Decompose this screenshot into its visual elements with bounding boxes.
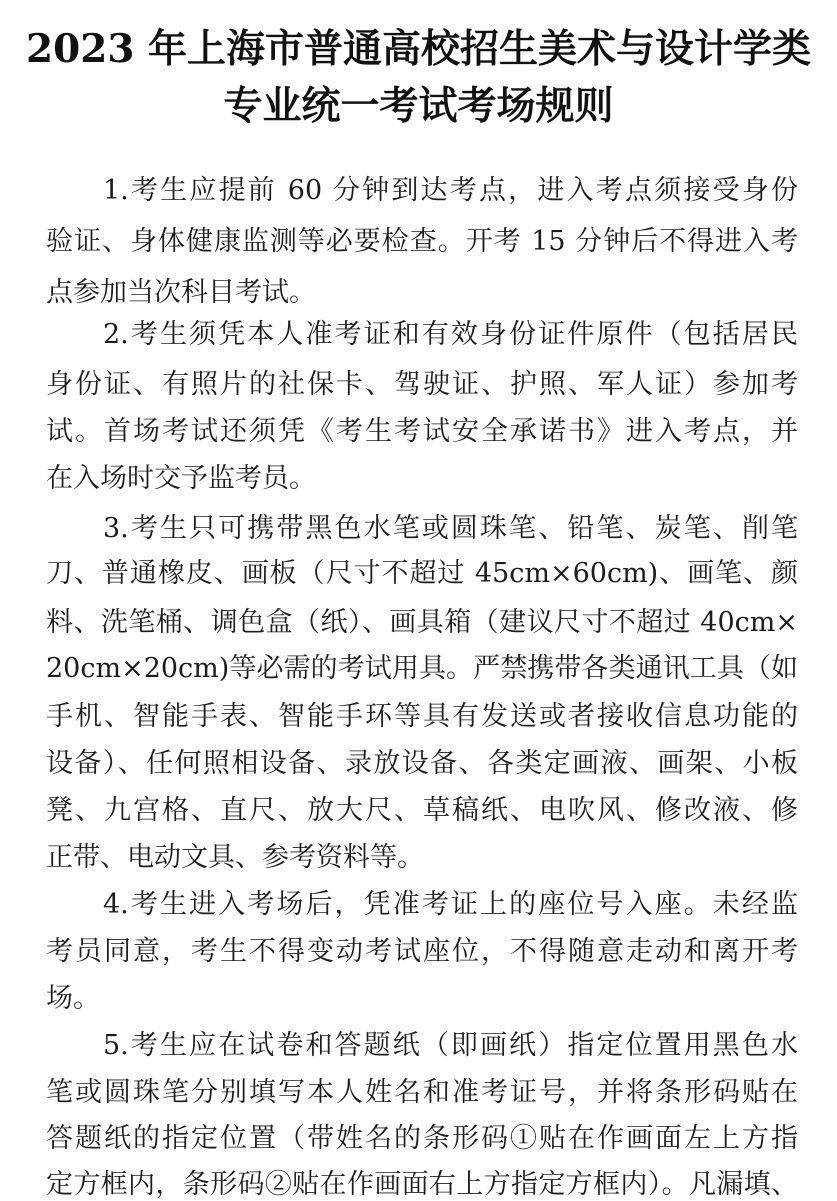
paragraph-line: 手机、智能手表、智能手环等具有发送或者接收信息功能的 <box>46 701 798 732</box>
paragraph-line: 凳、九宫格、直尺、放大尺、草稿纸、电吹风、修改液、修 <box>46 795 798 826</box>
paragraph-line: 正带、电动文具、参考资料等。 <box>46 842 424 873</box>
paragraph-line: 5.考生应在试卷和答题纸（即画纸）指定位置用黑色水 <box>103 1030 798 1061</box>
paragraph-line: 4.考生进入考场后，凭准考证上的座位号入座。未经监 <box>103 889 798 920</box>
paragraph-line: 场。 <box>46 983 100 1014</box>
paragraph-line: 考员同意，考生不得变动考试座位，不得随意走动和离开考 <box>46 936 798 967</box>
paragraph-line: 20cm×20cm)等必需的考试用具。严禁携带各类通讯工具（如 <box>46 653 798 684</box>
paragraph-line: 试。首场考试还须凭《考生考试安全承诺书》进入考点，并 <box>46 416 798 447</box>
document-title-line-2: 专业统一考试考场规则 <box>223 83 614 129</box>
paragraph-line: 验证、身体健康监测等必要检查。开考 15 分钟后不得进入考 <box>46 226 798 257</box>
paragraph-line: 3.考生只可携带黑色水笔或圆珠笔、铅笔、炭笔、削笔 <box>103 513 798 544</box>
paragraph-line: 身份证、有照片的社保卡、驾驶证、护照、军人证）参加考 <box>46 369 798 400</box>
paragraph-line: 刀、普通橡皮、画板（尺寸不超过 45cm×60cm)、画笔、颜 <box>46 558 798 589</box>
paragraph-line: 定方框内，条形码②贴在作画面右上方指定方框内）。凡漏填、 <box>46 1169 798 1200</box>
paragraph-line: 点参加当次科目考试。 <box>46 277 316 308</box>
document-title-line-1: 2023 年上海市普通高校招生美术与设计学类 <box>25 26 812 72</box>
paragraph-line: 2.考生须凭本人准考证和有效身份证件原件（包括居民 <box>103 319 798 350</box>
paragraph-line: 1.考生应提前 60 分钟到达考点，进入考点须接受身份 <box>103 175 798 206</box>
paragraph-line: 在入场时交予监考员。 <box>46 463 316 494</box>
paragraph-line: 设备）、任何照相设备、录放设备、各类定画液、画架、小板 <box>46 748 798 779</box>
paragraph-line: 料、洗笔桶、调色盒（纸）、画具箱（建议尺寸不超过 40cm× <box>46 607 798 638</box>
paragraph-line: 答题纸的指定位置（带姓名的条形码①贴在作画面左上方指 <box>46 1123 798 1154</box>
paragraph-line: 笔或圆珠笔分别填写本人姓名和准考证号，并将条形码贴在 <box>46 1077 798 1108</box>
